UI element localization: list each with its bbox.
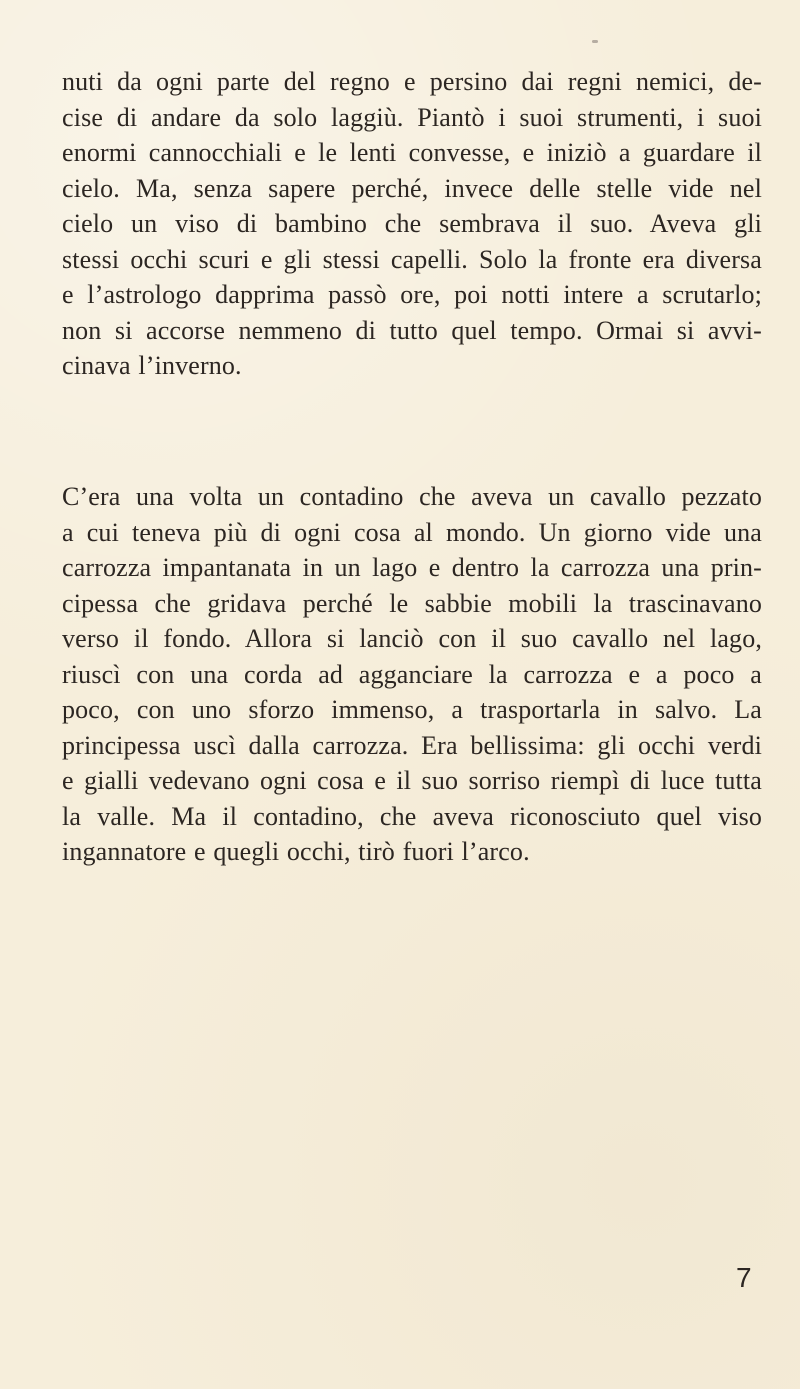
text-line: e l’astrologo dapprima passò ore, poi notti intere a scrutarlo; [62,280,762,309]
text-line: enormi cannocchiali e le lenti convesse, e iniziò a guardare il [62,138,762,167]
text-line: carrozza impantanata in un lago e dentro la carrozza una prin- [62,553,762,582]
text-line: C’era una volta un contadino che aveva un cavallo pezzato [62,482,762,511]
text-line: stessi occhi scuri e gli stessi capelli. Solo la fronte era diversa [62,244,762,274]
text-line: cielo un viso di bambino che sembrava il suo. Aveva gli [62,209,762,238]
text-line: e gialli vedevano ogni cosa e il suo sorriso riempì di luce tutta [62,766,762,795]
text-line: poco, con uno sforzo immenso, a trasportarla in salvo. La [62,695,762,724]
text-line: cise di andare da solo laggiù. Piantò i suoi strumenti, i suoi [62,102,762,132]
text-line: cielo. Ma, senza sapere perché, invece delle stelle vide nel [62,173,762,203]
text-line: principessa uscì dalla carrozza. Era bellissima: gli occhi verdi [62,730,762,760]
paper-speck [592,40,598,43]
text-line: la valle. Ma il contadino, che aveva riconosciuto quel viso [62,801,762,831]
text-line: non si accorse nemmeno di tutto quel tempo. Ormai si avvi- [62,315,762,345]
text-line: verso il fondo. Allora si lanciò con il suo cavallo nel lago, [62,624,762,653]
paragraph-farmer [62,479,762,870]
text-line: cinava l’inverno. [62,351,242,380]
text-line: cipessa che gridava perché le sabbie mobili la trascinavano [62,588,762,618]
text-line: a cui teneva più di ogni cosa al mondo. Un giorno vide una [62,517,762,547]
text-line: ingannatore e quegli occhi, tirò fuori l’arco. [62,837,530,866]
paragraph-astrologer [62,64,762,384]
page-number: 7 [736,1262,752,1293]
text-line: riuscì con una corda ad agganciare la carrozza e a poco a [62,659,762,689]
text-line: nuti da ogni parte del regno e persino dai regni nemici, de- [62,67,762,96]
